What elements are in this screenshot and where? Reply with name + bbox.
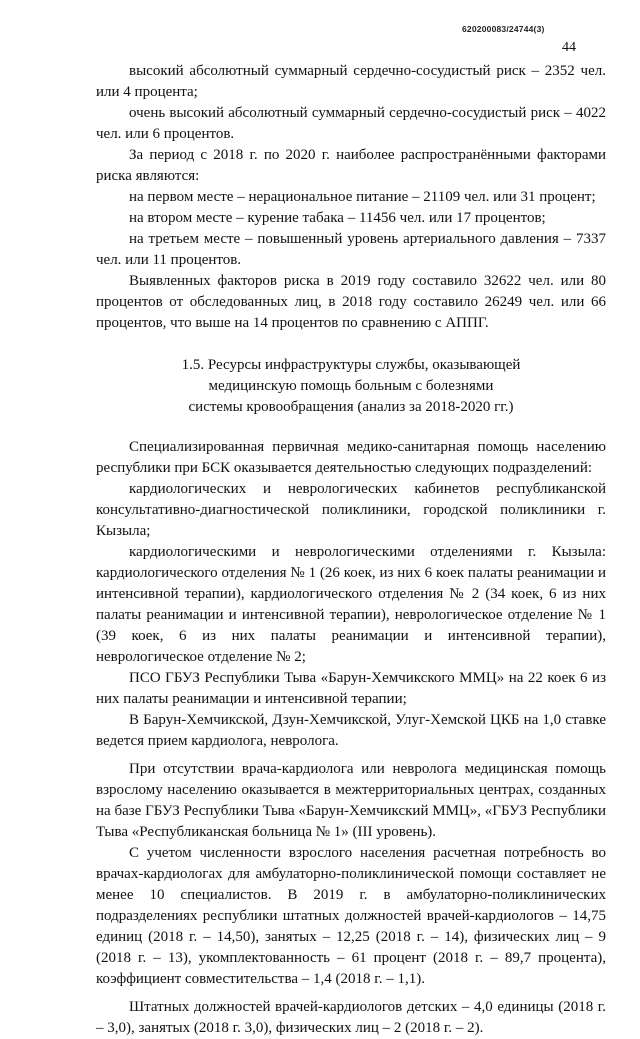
paragraph: очень высокий абсолютный суммарный сердечно-сосудистый риск – 4022 чел. или 6 процентов. (96, 105, 606, 142)
paragraph: В Барун-Хемчикской, Дзун-Хемчикской, Улуг-Хемской ЦКБ на 1,0 ставке ведется прием кардиолога, невролога. (96, 712, 606, 749)
document-body (96, 61, 606, 1039)
paragraph: Выявленных факторов риска в 2019 году составило 32622 чел. или 80 процентов от обследованных лиц, в 2018 году составило 26249 чел. или 66 процентов, что выше на 14 процентов по сравнению с АППГ. (96, 273, 606, 331)
paragraph: Специализированная первичная медико-санитарная помощь населению республики при БСК оказывается деятельностью следующих подразделений: (96, 439, 606, 476)
paragraph: Штатных должностей врачей-кардиологов детских – 4,0 единицы (2018 г. – 3,0), занятых (2018 г. 3,0), физических лиц – 2 (2018 г. – 2). (96, 999, 606, 1036)
section-heading-line: медицинскую помощь больным с болезнями (208, 378, 494, 394)
section-heading-line: 1.5. Ресурсы инфраструктуры службы, оказывающей (181, 357, 521, 373)
paragraph: При отсутствии врача-кардиолога или невролога медицинская помощь взрослому населению оказывается в межтерриториальных центрах, созданных на базе ГБУЗ Республики Тыва «Барун-Хемчикский ММЦ», «ГБУЗ Республики Тыва «Республиканская больница № 1» (III уровень). (96, 761, 606, 840)
section-heading-line: системы кровообращения (анализ за 2018-2020 гг.) (188, 399, 514, 415)
paragraph: кардиологических и неврологических кабинетов республиканской консультативно-диагностической поликлиники, городской поликлиники г. Кызыла; (96, 481, 606, 539)
page-number: 44 (562, 40, 576, 55)
paragraph: кардиологическими и неврологическими отделениями г. Кызыла: кардиологического отделения № 1 (26 коек, из них 6 коек палаты реанимации и интенсивной терапии), кардиологического отделения № 2 (34 коек, 6 из них палаты реанимации и интенсивной терапии), неврологическое отделение № 1 (39 коек, 6 из них палаты реанимации и интенсивной терапии), неврологическое отделение № 2; (96, 544, 606, 665)
paragraph: на втором месте – курение табака – 11456 чел. или 17 процентов; (129, 210, 546, 226)
paragraph: высокий абсолютный суммарный сердечно-сосудистый риск – 2352 чел. или 4 процента; (96, 63, 606, 100)
section-heading (96, 355, 606, 418)
paragraph: на первом месте – нерациональное питание – 21109 чел. или 31 процент; (129, 189, 596, 205)
paragraph: С учетом численности взрослого населения расчетная потребность во врачах-кардиологах для амбулаторно-поликлинической помощи составляет не менее 10 специалистов. В 2019 г. в амбулаторно-поликлинических подразделениях республики штатных должностей врачей-кардиологов – 14,75 единиц (2018 г. – 14,50), занятых – 12,25 (2018 г. – 14), физических лиц – 9 (2018 г. – 13), укомплектованность – 61 процент (2018 г. – 89,7 процента), коэффициент совместительства – 1,4 (2018 г. – 1,1). (96, 845, 606, 987)
paragraph: ПСО ГБУЗ Республики Тыва «Барун-Хемчикского ММЦ» на 22 коек 6 из них палаты реанимации и интенсивной терапии; (96, 670, 606, 707)
document-number: 620200083/24744(3) (462, 24, 545, 34)
paragraph: За период с 2018 г. по 2020 г. наиболее распространёнными факторами риска являются: (96, 147, 606, 184)
paragraph: на третьем месте – повышенный уровень артериального давления – 7337 чел. или 11 процентов. (96, 231, 606, 268)
